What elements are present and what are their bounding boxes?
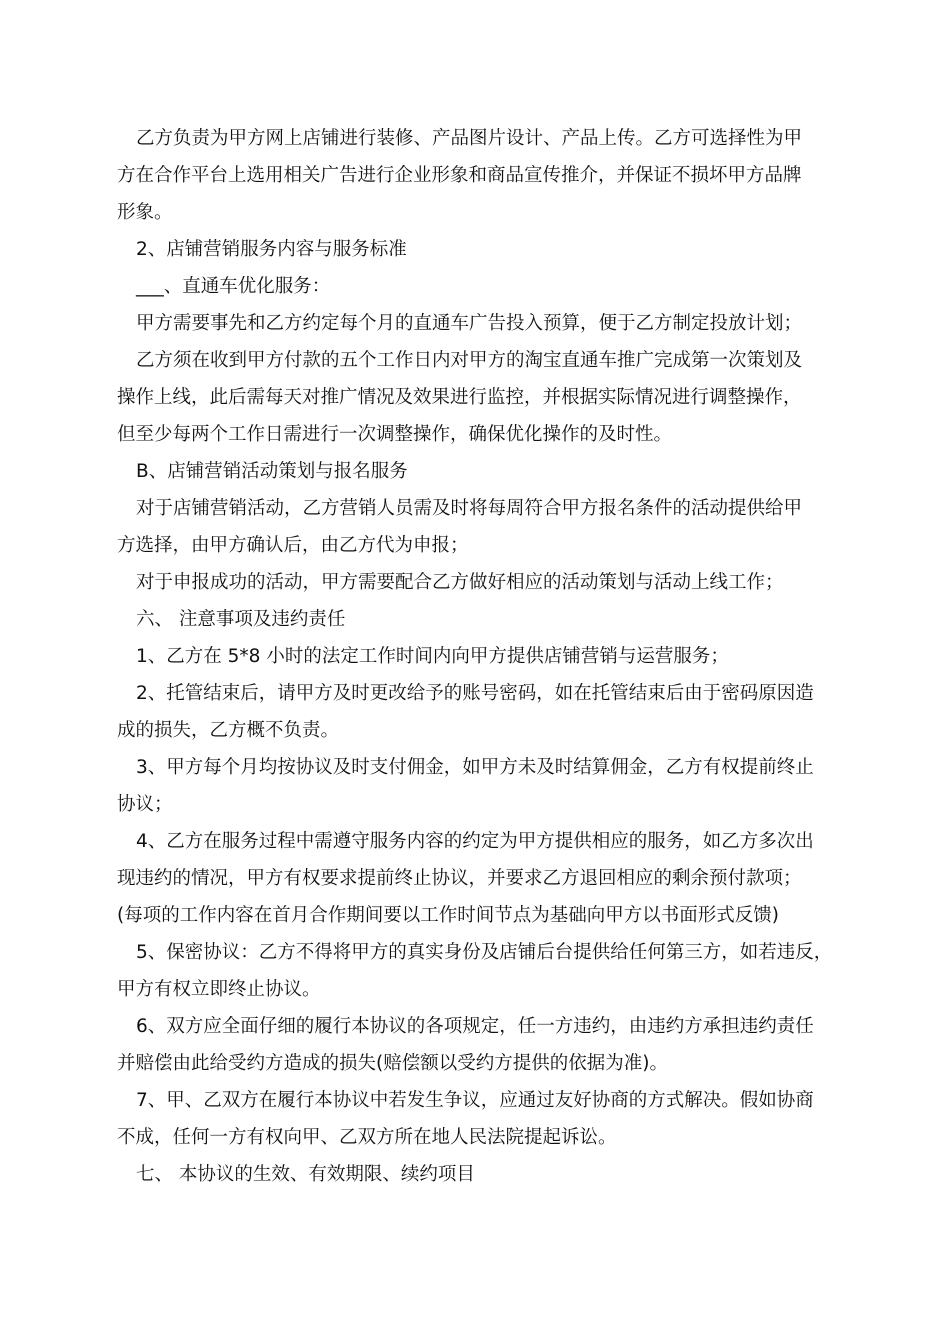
text-line: B、店铺营销活动策划与报名服务 <box>136 461 408 482</box>
text-line: ___、直通车优化服务： <box>136 276 331 297</box>
text-line: 乙方负责为甲方网上店铺进行装修、产品图片设计、产品上传。乙方可选择性为甲 <box>136 128 803 149</box>
text-line: 3、甲方每个月均按协议及时支付佣金，如甲方未及时结算佣金，乙方有权提前终止 <box>136 757 814 778</box>
text-line: 并赔偿由此给受约方造成的损失(赔偿额以受约方提供的依据为准)。 <box>117 1053 668 1074</box>
text-line: 2、托管结束后，请甲方及时更改给予的账号密码，如在托管结束后由于密码原因造 <box>136 683 814 704</box>
text-line: 方选择，由甲方确认后，由乙方代为申报； <box>117 535 469 556</box>
text-line: 对于申报成功的活动，甲方需要配合乙方做好相应的活动策划与活动上线工作； <box>136 572 784 593</box>
text-line: 7、甲、乙双方在履行本协议中若发生争议，应通过友好协商的方式解决。假如协商 <box>136 1090 814 1111</box>
text-line: 协议； <box>117 794 173 815</box>
text-line: 2、店铺营销服务内容与服务标准 <box>136 239 407 260</box>
text-line: 甲方需要事先和乙方约定每个月的直通车广告投入预算，便于乙方制定投放计划； <box>136 313 803 334</box>
text-line: (每项的工作内容在首月合作期间要以工作时间节点为基础向甲方以书面形式反馈) <box>117 905 779 926</box>
text-line: 六、 注意事项及违约责任 <box>136 609 346 630</box>
text-line: 操作上线，此后需每天对推广情况及效果进行监控，并根据实际情况进行调整操作， <box>117 387 802 408</box>
text-line: 形象。 <box>117 202 173 223</box>
text-line: 七、 本协议的生效、有效期限、续约项目 <box>136 1164 475 1185</box>
document-body <box>117 120 840 1193</box>
text-line: 6、双方应全面仔细的履行本协议的各项规定，任一方违约，由违约方承担违约责任 <box>136 1016 814 1037</box>
text-line: 方在合作平台上选用相关广告进行企业形象和商品宣传推介，并保证不损坏甲方品牌 <box>117 165 802 186</box>
text-line: 但至少每两个工作日需进行一次调整操作，确保优化操作的及时性。 <box>117 424 673 445</box>
text-line: 成的损失，乙方概不负责。 <box>117 720 340 741</box>
text-line: 乙方须在收到甲方付款的五个工作日内对甲方的淘宝直通车推广完成第一次策划及 <box>136 350 803 371</box>
text-line: 现违约的情况，甲方有权要求提前终止协议，并要求乙方退回相应的剩余预付款项； <box>117 868 802 889</box>
text-line: 不成，任何一方有权向甲、乙双方所在地人民法院提起诉讼。 <box>117 1127 617 1148</box>
text-line: 1、乙方在 5*8 小时的法定工作时间内向甲方提供店铺营销与运营服务； <box>136 646 729 667</box>
text-line: 4、乙方在服务过程中需遵守服务内容的约定为甲方提供相应的服务，如乙方多次出 <box>136 831 814 852</box>
text-line: 5、保密协议：乙方不得将甲方的真实身份及店铺后台提供给任何第三方，如若违反， <box>136 942 833 963</box>
text-line: 对于店铺营销活动，乙方营销人员需及时将每周符合甲方报名条件的活动提供给甲 <box>136 498 803 519</box>
text-line: 甲方有权立即终止协议。 <box>117 979 321 1000</box>
